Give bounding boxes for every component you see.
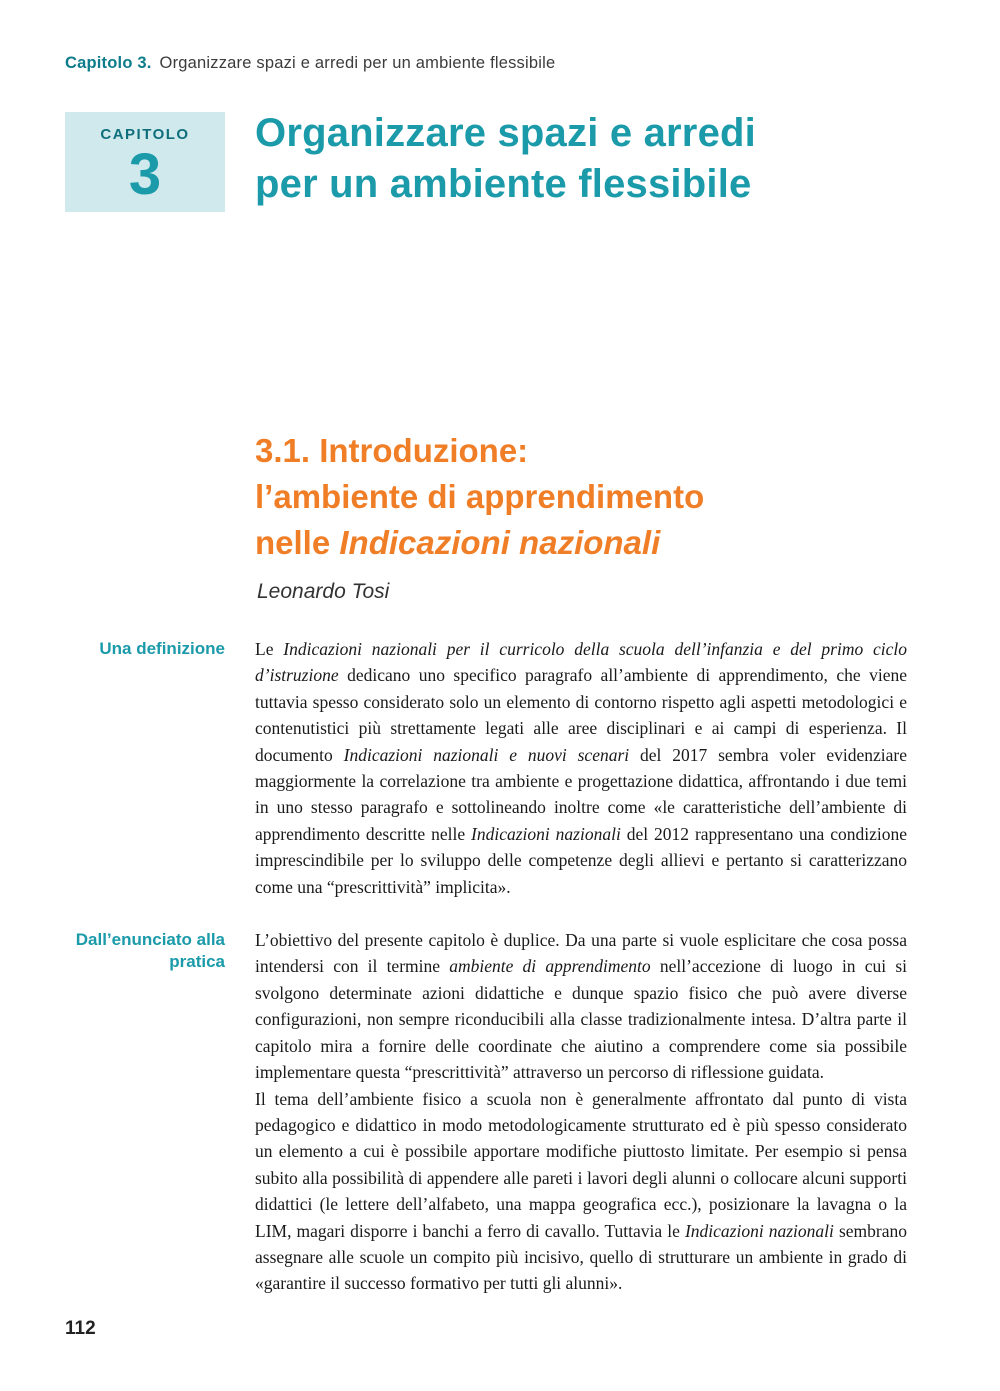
paragraph: L’obiettivo del presente capitolo è duplice. Da una parte si vuole esplicitare che cosa possa intendersi con il termine ambiente di apprendimento nell’accezione di luogo in cui si svolgono determinate azioni didattiche e dunque spazio fisico che può avere diverse configurazioni, non sempre riconducibili alla classe tradizionalmente intesa. D’altra parte il capitolo mira a fornire delle coordinate che aiutino a comprendere come sia possibile implementare questa “prescrittività” attraverso un percorso di riflessione guidata.	[255, 930, 907, 1083]
content-row-pratica	[65, 927, 935, 1297]
body-text-block	[255, 927, 907, 1297]
body-text-block	[255, 636, 907, 900]
chapter-title-line1: Organizzare spazi e arredi	[255, 111, 756, 155]
running-header-chapter-label: Capitolo 3.	[65, 54, 152, 72]
section-heading	[255, 428, 955, 566]
chapter-badge-number: 3	[128, 142, 162, 207]
content-area	[65, 636, 935, 1297]
author-name: Leonardo Tosi	[257, 580, 390, 603]
running-header	[65, 54, 555, 73]
running-header-chapter-title: Organizzare spazi e arredi per un ambiente flessibile	[159, 54, 556, 72]
margin-note: Dall’enunciato alla pratica	[75, 930, 225, 972]
section-heading-line3-prefix: nelle	[255, 524, 340, 561]
content-row-definizione	[65, 636, 935, 900]
section-heading-line1: Introduzione:	[310, 432, 529, 469]
section-number: 3.1.	[255, 432, 311, 469]
paragraph: Il tema dell’ambiente fisico a scuola non è generalmente affrontato dal punto di vista pedagogico e didattico in modo metodologicamente strutturato ed è più spesso considerato un elemento a cui è possibile apportare modifiche piuttosto limitate. Per esempio si pensa subito alla possibilità di appendere alle pareti i lavori degli alunni o collocare alcuni supporti didattici (le lettere dell’alfabeto, una mappa geografica ecc.), posizionare la lavagna o la LIM, magari disporre i banchi a ferro di cavallo. Tuttavia le Indicazioni nazionali sembrano assegnare alle scuole un compito più incisivo, quello di strutturare un ambiente in grado di «garantire il successo formativo per tutti gli alunni».	[255, 1088, 908, 1294]
section-heading-line2: l’ambiente di apprendimento	[255, 478, 705, 515]
section-heading-line3-italic: Indicazioni nazionali	[339, 524, 661, 561]
margin-note: Una definizione	[99, 639, 225, 658]
paragraph: Le Indicazioni nazionali per il curricolo della scuola dell’infanzia e del primo ciclo d’istruzione dedicano uno specifico paragrafo all’ambiente di apprendimento, che viene tuttavia spesso considerato solo un elemento di contorno rispetto agli aspetti metodologici e contenutistici più strettamente legati alle aree disciplinari e ai campi di esperienza. Il documento Indicazioni nazionali e nuovi scenari del 2017 sembra voler evidenziare maggiormente la correlazione tra ambiente e progettazione didattica, affrontando i due temi in uno stesso paragrafo e sottolineando inoltre come «le caratteristiche dell’ambiente di apprendimento descritte nelle Indicazioni nazionali del 2012 rappresentano una condizione imprescindibile per lo sviluppo delle competenze degli allievi e pertanto si caratterizzano come una “prescrittività” implicita».	[255, 639, 907, 897]
chapter-badge-label: CAPITOLO	[100, 126, 190, 143]
chapter-title-line2: per un ambiente flessibile	[255, 162, 752, 206]
page-number: 112	[65, 1318, 96, 1339]
chapter-title	[255, 108, 955, 210]
chapter-badge	[65, 112, 225, 212]
